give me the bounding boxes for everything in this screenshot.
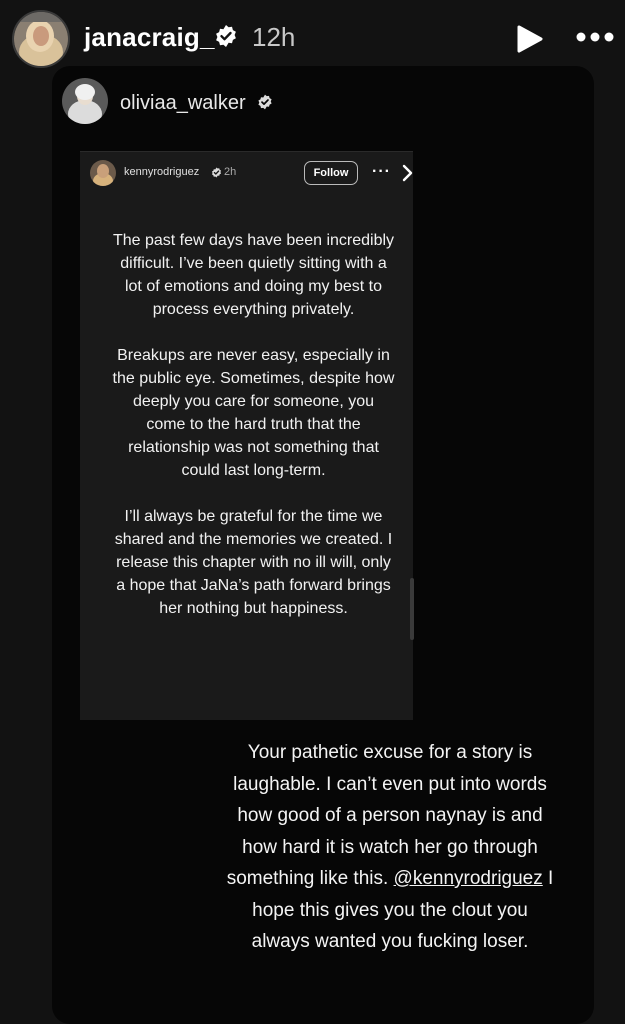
story-text	[112, 229, 395, 643]
verified-badge-icon	[211, 167, 222, 178]
repost-author-username[interactable]: oliviaa_walker	[120, 92, 246, 114]
chevron-right-icon[interactable]	[402, 164, 414, 182]
author-username[interactable]: janacraig_	[84, 22, 215, 52]
story-paragraph: Breakups are never easy, especially in the public eye. Sometimes, despite how deeply you care for someone, you come to the hard truth that the relationship was not something that could last long-term.	[112, 347, 395, 479]
scrollbar[interactable]	[410, 578, 414, 640]
verified-badge-icon	[257, 94, 273, 110]
story-paragraph: I’ll always be grateful for the time we shared and the memories we created. I release this chapter with no ill will, only a hope that JaNa’s path forward brings her nothing but happiness.	[114, 508, 393, 617]
comment-text-part: Your pathetic excuse for a story is laughable. I can’t even put into words how good of a person naynay is and how hard it is watch her go through something like this.	[226, 742, 547, 889]
post-time: 12h	[252, 22, 296, 52]
comment-text-part: I hope this gives you the clout you always wanted you fucking loser.	[251, 868, 554, 952]
repost-author-avatar[interactable]	[62, 78, 108, 124]
embedded-post-time: 2h	[224, 166, 237, 178]
embedded-author-avatar[interactable]	[90, 160, 116, 186]
play-icon[interactable]	[514, 24, 544, 54]
embedded-author-username[interactable]: kennyrodriguez	[124, 166, 200, 178]
follow-button[interactable]: Follow	[304, 161, 358, 185]
story-header	[0, 0, 625, 72]
author-avatar[interactable]	[12, 10, 70, 68]
mention-link[interactable]: @kennyrodriguez	[393, 868, 543, 889]
more-options-icon[interactable]	[576, 32, 614, 42]
more-options-icon[interactable]: ···	[372, 163, 391, 180]
story-paragraph: The past few days have been incredibly difficult. I’ve been quietly sitting with a lot of emotions and doing my best to process everything privately.	[112, 232, 395, 318]
divider	[80, 151, 413, 152]
verified-badge-icon	[214, 24, 238, 48]
comment-text	[222, 737, 558, 958]
